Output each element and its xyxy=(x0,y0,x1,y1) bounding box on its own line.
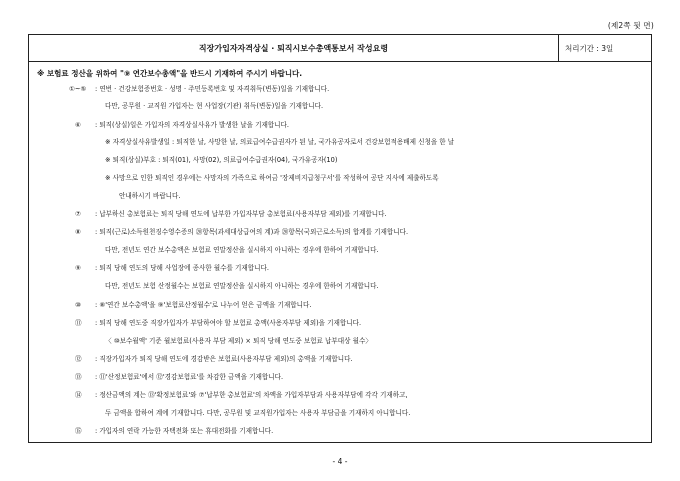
item-line: : 직장가입자가 퇴직 당해 연도에 경감받은 보험료(사용자부담 제외)의 총액을 기재합니다. xyxy=(95,355,353,363)
item-line: 다만, 전년도 보험 산정월수는 보험료 연말정산을 실시하지 아니하는 경우에 한하여 기재합니다. xyxy=(105,282,379,290)
item-line: : 퇴직 당해 연도의 당해 사업장에 종사한 월수를 기재합니다. xyxy=(95,264,269,272)
document-title: 직장가입자자격상실 · 퇴직시보수총액통보서 작성요령 xyxy=(29,35,559,61)
item-mark: ⑭ xyxy=(75,391,82,399)
item-line: : 연번 · 건강보험증번호 · 성명 · 주민등록번호 및 자격취득(변동)일을 기재합니다. xyxy=(95,85,330,93)
instruction-frame xyxy=(28,34,652,443)
item-line: ※ 사망으로 인한 퇴직인 경우에는 사망자의 가족으로 하여금 '장제비지급청구서'를 작성하여 공단 지사에 제출하도록 xyxy=(105,174,439,182)
item-line: : 퇴직(근로)소득원천징수영수증의 ⑳항목(과세대상급여의 계)과 ⑳항목(국외근로소득)의 합계를 기재합니다. xyxy=(95,228,409,236)
item-mark: ⑧ xyxy=(75,228,81,236)
item-line: ※ 자격상실사유발생일 : 퇴직한 날, 사망한 날, 의료급여수급권자가 된 날, 국가유공자로서 건강보험적용배제 신청을 한 날 xyxy=(105,138,455,146)
item-line: : ⑪'산정보험료'에서 ⑫'경감보험료'를 차감한 금액을 기재합니다. xyxy=(95,373,284,381)
item-line: : 정산금액의 계는 ⑬'확정보험료'와 ⑦'납부한 총보험료'의 차액을 가입자부담과 사용자부담에 각각 기재하고, xyxy=(95,391,408,399)
important-notice: ※ 보험료 정산을 위하여 "⑨ 연간보수총액"을 반드시 기재하여 주시기 바랍니다. xyxy=(37,69,303,78)
item-line: 〈 ⑩보수월액' 기준 월보험료(사용자 부담 제외) × 퇴직 당해 연도중 보험료 납부대상 월수〉 xyxy=(105,337,372,345)
item-line: : 납부하신 총보험료는 퇴직 당해 연도에 납부한 가입자부담 총보험료(사용자부담 제외)를 기재합니다. xyxy=(95,210,387,218)
item-line: : ⑧'연간 보수총액'을 ⑨'보험료산정월수'로 나누어 얻은 금액을 기재합니다. xyxy=(95,301,312,309)
item-mark: ⑩ xyxy=(75,301,81,309)
item-mark: ⑦ xyxy=(75,210,81,218)
item-mark: ⑮ xyxy=(75,427,82,435)
item-line: : 퇴직(상실)일은 가입자의 자격상실사유가 발생한 날을 기재합니다. xyxy=(95,121,290,129)
item-line: 다만, 공무원 · 교직원 가입자는 현 사업장(기관) 취득(변동)일을 기재합니다. xyxy=(105,102,324,110)
item-line: 다만, 전년도 연간 보수총액은 보험료 연말정산을 실시하지 아니하는 경우에 한하여 기재합니다. xyxy=(105,246,379,254)
header-row xyxy=(29,35,651,62)
item-mark: ⑥ xyxy=(75,121,81,129)
page-number: - 4 - xyxy=(332,457,348,466)
item-mark: ①~⑤ xyxy=(69,85,87,93)
item-mark: ⑫ xyxy=(75,355,82,363)
item-line: 두 금액을 합하여 계에 기재합니다. 다만, 공무원 및 교직원가입자는 사용자 부담금을 기재하지 아니합니다. xyxy=(105,409,411,417)
item-mark: ⑬ xyxy=(75,373,82,381)
item-line: : 가입자의 연락 가능한 자택전화 또는 휴대전화를 기재합니다. xyxy=(95,427,274,435)
item-line: : 퇴직 당해 연도중 직장가입자가 부담하여야 할 보험료 총액(사용자부담 제외)을 기재합니다. xyxy=(95,319,362,327)
item-mark: ⑪ xyxy=(75,319,82,327)
processing-period: 처리기간 : 3일 xyxy=(565,43,614,53)
item-line: ※ 퇴직(상실)부호 : 퇴직(01), 사망(02), 의료급여수급권자(04), 국가유공자(10) xyxy=(105,156,338,164)
item-line: 안내하시기 바랍니다. xyxy=(119,192,181,200)
page-note: (제2쪽 뒷 면) xyxy=(607,21,654,30)
item-mark: ⑨ xyxy=(75,264,81,272)
